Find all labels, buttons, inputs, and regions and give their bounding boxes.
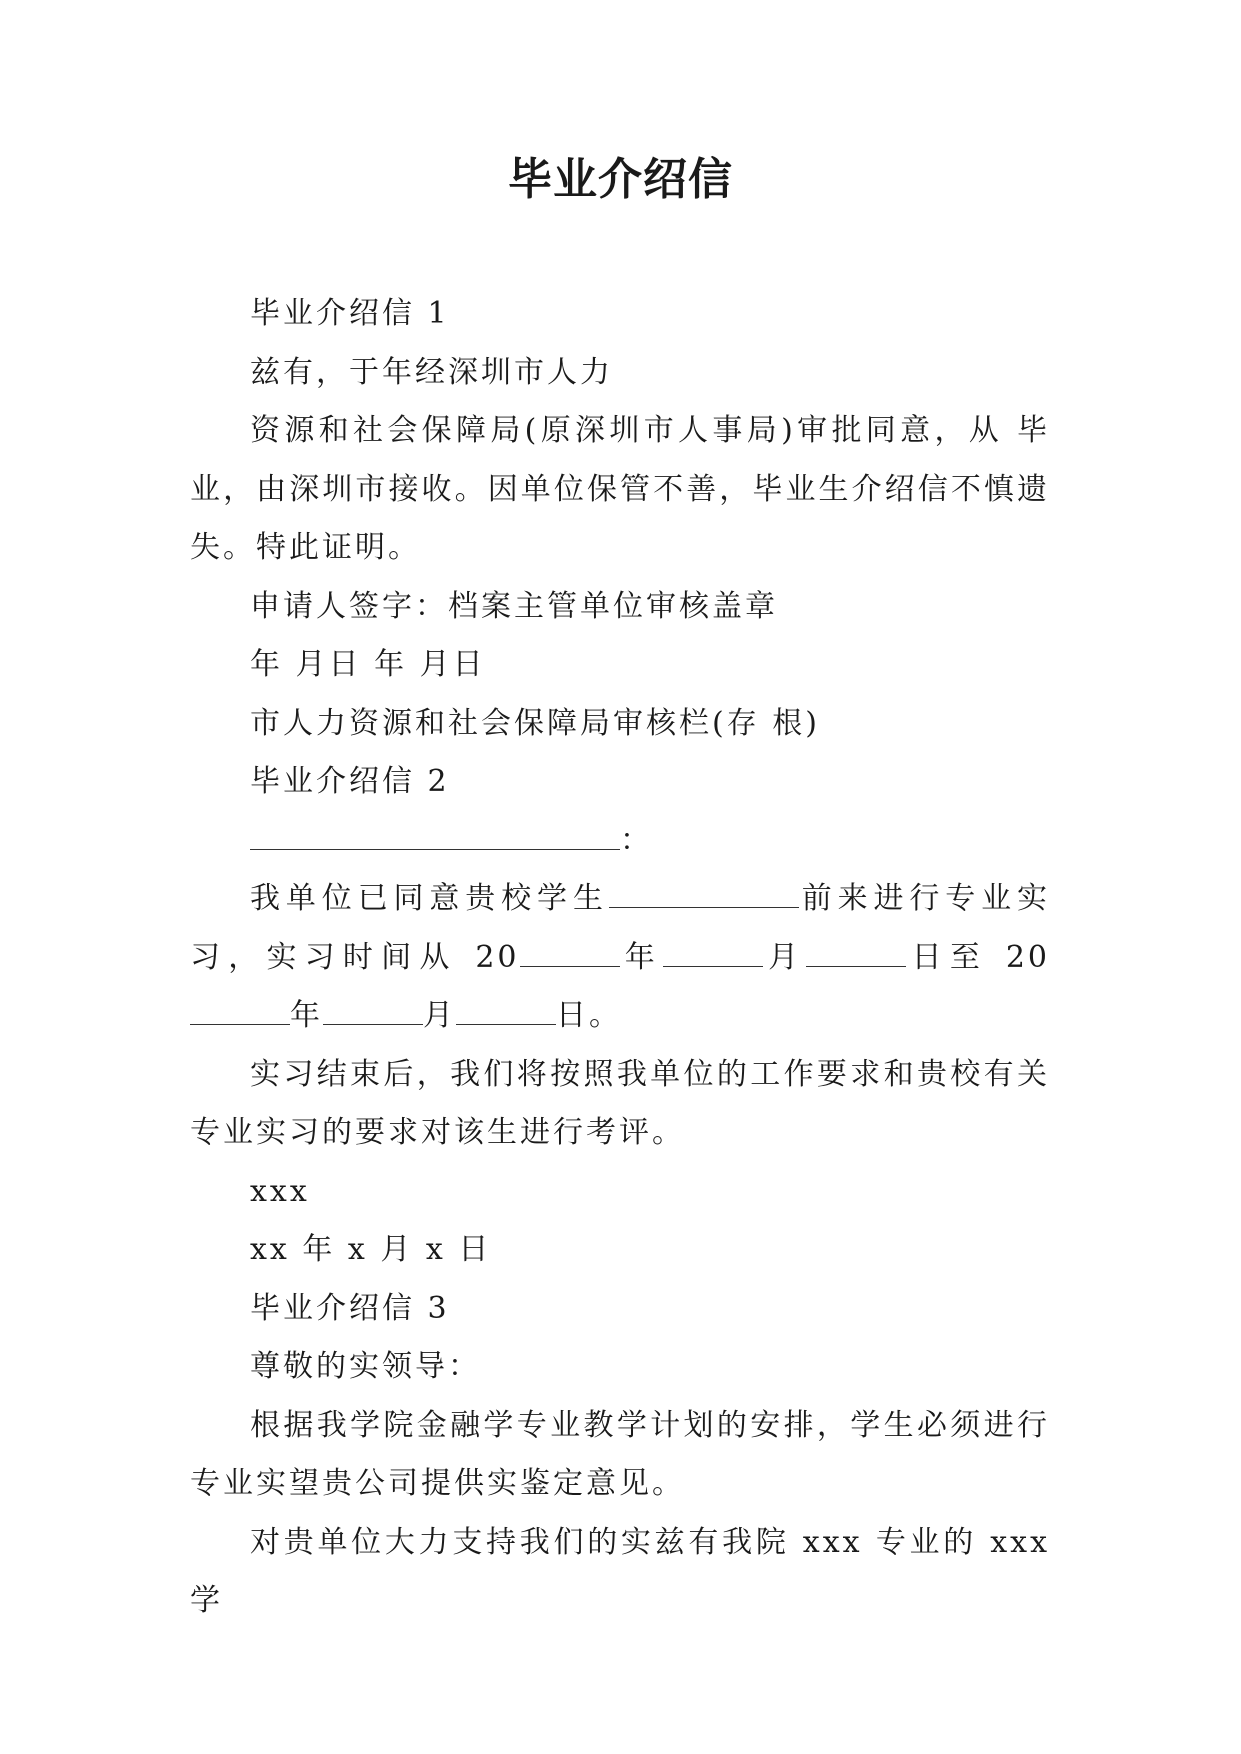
- blank-student-name: [609, 881, 799, 908]
- text-segment: 前来进行专业实习，实习时间从 20: [190, 881, 1051, 975]
- blank-end-year: [190, 998, 290, 1025]
- document-body: [190, 285, 1050, 1631]
- salutation-colon: ：: [620, 822, 653, 858]
- text-segment: 我单位已同意贵校学生: [250, 881, 609, 916]
- letter1-heading: 毕业介绍信 1: [250, 296, 450, 331]
- text-segment: 月: [762, 939, 807, 975]
- letter2-paragraph-2: 实习结束后，我们将按照我单位的工作要求和贵校有关专业实习的要求对该生进行考评。: [190, 1056, 1050, 1150]
- letter1-signature-line: 申请人签字：档案主管单位审核盖章: [250, 588, 778, 624]
- letter1-paragraph-1: 兹有，于年经深圳市人力: [250, 354, 613, 390]
- text-segment: 日至 20: [906, 939, 1051, 975]
- blank-end-month: [323, 998, 423, 1025]
- blank-recipient: [250, 823, 620, 850]
- text-segment: 日。: [556, 998, 622, 1033]
- letter2-paragraph-1: [190, 870, 1050, 1046]
- blank-start-day: [806, 940, 906, 967]
- letter1-date-line: 年 月日 年 月日: [250, 647, 486, 682]
- letter2-date: xx 年 x 月 x 日: [250, 1232, 492, 1267]
- text-segment: 月: [423, 998, 456, 1033]
- blank-start-month: [663, 940, 763, 967]
- letter2-heading: 毕业介绍信 2: [250, 764, 450, 799]
- letter1-stub-line: 市人力资源和社会保障局审核栏(存 根): [250, 705, 820, 741]
- letter3-heading: 毕业介绍信 3: [250, 1290, 450, 1326]
- document-title: 毕业介绍信: [508, 154, 733, 205]
- letter3-paragraph-2: 对贵单位大力支持我们的实兹有我院 xxx 专业的 xxx 学: [190, 1524, 1050, 1618]
- letter3-salutation: 尊敬的实领导：: [250, 1349, 481, 1384]
- letter1-paragraph-2: 资源和社会保障局(原深圳市人事局)审批同意，从 毕业，由深圳市接收。因单位保管不善，毕业生介绍信不慎遗失。特此证明。: [190, 413, 1050, 565]
- blank-end-day: [456, 998, 556, 1025]
- text-segment: 年: [290, 998, 323, 1033]
- blank-start-year: [520, 940, 620, 967]
- letter2-signer: xxx: [250, 1173, 310, 1209]
- letter3-paragraph-1: 根据我学院金融学专业教学计划的安排，学生必须进行专业实望贵公司提供实鉴定意见。: [190, 1407, 1050, 1501]
- text-segment: 年: [619, 939, 663, 975]
- letter2-salutation: [190, 812, 1050, 871]
